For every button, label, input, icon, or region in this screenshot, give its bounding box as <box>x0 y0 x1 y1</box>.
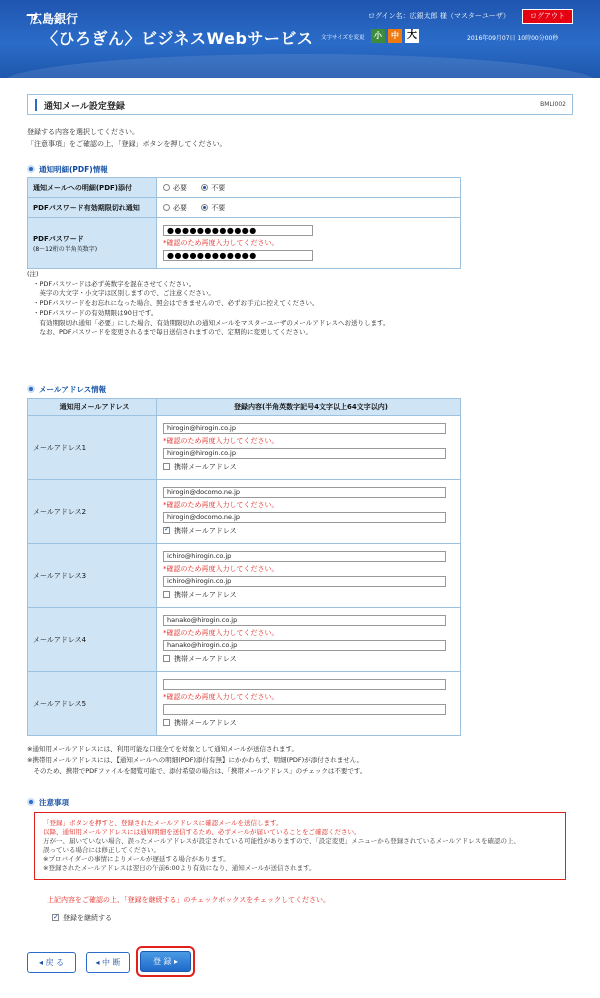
continue-warning: 上記内容をご確認の上、「登録を継続する」のチェックボックスをチェックしてください。 <box>47 896 331 904</box>
mail-col-header-2: 登録内容(半角英数字記号4文字以上64文字以内) <box>157 399 461 416</box>
header-banner <box>0 0 600 78</box>
section-bullet-icon <box>27 165 35 173</box>
mail-confirm-msg: *確認のため再度入力してください。 <box>163 501 279 509</box>
pdf-attach-label: 通知メールへの明細(PDF)添付 <box>28 178 157 198</box>
continue-checkbox[interactable] <box>52 913 112 923</box>
font-size-large-button[interactable]: 大 <box>407 30 417 41</box>
pdf-attach-needed-radio[interactable]: 必要 <box>163 183 187 193</box>
mail-address-input[interactable]: ichiro@hirogin.co.jp <box>163 551 446 562</box>
pdf-notes: (注) ・PDFパスワードは必ず英数字を混在させてください。 英字の大文字・小文字は区別しますので、ご注意ください。 ・PDFパスワードをお忘れになった場合、照会はできませんので、必ずお手元に控えてください。 ・PDFパスワードの有効期限は90日です。 有効期限切れ通知「必要」にした場合、有効期限切れの通知メールをマスターユーザのメールアドレスへお送りします。 なお、PDFパスワードを変更されるまで毎日送信されますので、定期的に変更してください。 <box>27 270 390 337</box>
mail-row <box>28 608 461 672</box>
mail-row-label: メールアドレス4 <box>28 608 157 672</box>
mail-address-confirm-input[interactable]: hirogin@docomo.ne.jp <box>163 512 446 523</box>
mail-section-heading <box>27 384 106 395</box>
mail-row <box>28 672 461 736</box>
mobile-mail-label: 携帯メールアドレス <box>174 463 237 471</box>
mail-address-confirm-input[interactable]: ichiro@hirogin.co.jp <box>163 576 446 587</box>
mail-address-input[interactable]: hanako@hirogin.co.jp <box>163 615 446 626</box>
mobile-mail-label: 携帯メールアドレス <box>174 655 237 663</box>
checkbox-icon <box>163 655 170 662</box>
current-datetime: 2016年09月07日 10時00分00秒 <box>467 35 559 42</box>
cancel-button[interactable]: ◂ 中 断 <box>86 952 130 973</box>
pdf-password-input[interactable]: ●●●●●●●●●●●● <box>163 225 313 236</box>
continue-label: 登録を継続する <box>63 914 112 922</box>
mobile-mail-label: 携帯メールアドレス <box>174 527 237 535</box>
pdf-password-cell <box>157 218 461 269</box>
mobile-mail-checkbox[interactable] <box>163 526 460 536</box>
page-title: 通知メール設定登録 <box>44 102 125 112</box>
mail-section-title: メールアドレス情報 <box>39 385 107 394</box>
register-button[interactable]: 登 録 ▸ <box>140 951 191 972</box>
pdf-attach-options <box>157 178 461 198</box>
pdf-expiry-needed-radio[interactable]: 必要 <box>163 203 187 213</box>
font-size-medium-button[interactable]: 中 <box>388 29 402 43</box>
mail-row-label: メールアドレス3 <box>28 544 157 608</box>
pdf-section-heading <box>27 164 108 175</box>
mail-row <box>28 480 461 544</box>
checkbox-icon <box>163 591 170 598</box>
mail-address-confirm-input[interactable] <box>163 704 446 715</box>
mobile-mail-checkbox[interactable] <box>163 462 460 472</box>
mail-row-inputs <box>157 480 461 544</box>
pdf-settings-table <box>27 177 461 269</box>
intro-text-2: 「注意事項」をご確認の上、「登録」ボタンを押してください。 <box>27 140 227 148</box>
logout-button[interactable]: ログアウト <box>522 9 573 24</box>
pdf-password-label: PDFパスワード (8～12桁の半角英数字) <box>28 218 157 269</box>
font-size-small-button[interactable]: 小 <box>371 29 385 43</box>
screen-code: BMLI002 <box>540 101 566 108</box>
mail-confirm-msg: *確認のため再度入力してください。 <box>163 437 279 445</box>
pdf-attach-unneeded-radio[interactable]: 不要 <box>201 183 225 193</box>
caution-section-title: 注意事項 <box>39 798 69 807</box>
mail-confirm-msg: *確認のため再度入力してください。 <box>163 565 279 573</box>
mail-row <box>28 416 461 480</box>
mail-row-label: メールアドレス2 <box>28 480 157 544</box>
pdf-expiry-notice-options <box>157 198 461 218</box>
mail-row-label: メールアドレス5 <box>28 672 157 736</box>
mail-row-inputs <box>157 608 461 672</box>
pdf-expiry-notice-label: PDFパスワード有効期限切れ通知 <box>28 198 157 218</box>
mobile-mail-checkbox[interactable] <box>163 654 460 664</box>
pdf-password-hint: (8～12桁の半角英数字) <box>33 245 98 253</box>
mail-row-label: メールアドレス1 <box>28 416 157 480</box>
checkbox-icon <box>163 463 170 470</box>
mobile-mail-label: 携帯メールアドレス <box>174 591 237 599</box>
caution-section-heading <box>27 797 69 808</box>
font-size-label: 文字サイズを変更 <box>321 35 365 41</box>
mail-row-inputs <box>157 544 461 608</box>
back-button[interactable]: ◂ 戻 る <box>27 952 76 973</box>
pdf-password-confirm-input[interactable]: ●●●●●●●●●●●● <box>163 250 313 261</box>
mail-address-input[interactable]: hirogin@docomo.ne.jp <box>163 487 446 498</box>
service-name: 〈ひろぎん〉ビジネスWebサービス <box>42 29 314 48</box>
section-bullet-icon <box>27 798 35 806</box>
mail-address-input[interactable]: hirogin@hirogin.co.jp <box>163 423 446 434</box>
mail-address-input[interactable] <box>163 679 446 690</box>
pdf-section-title: 通知明細(PDF)情報 <box>39 165 108 174</box>
mobile-mail-checkbox[interactable] <box>163 718 460 728</box>
pdf-password-confirm-msg: *確認のため再度入力してください。 <box>163 239 279 247</box>
caution-box: 「登録」ボタンを押すと、登録されたメールアドレスに確認メールを送信します。 以降、通知用メールアドレスには通知明細を送信するため、必ずメールが届いていることをご確認ください。 万が一、届いていない場合、誤ったメールアドレスが設定されている可能性がありますので、「設定変更」メニューから登録されているメールアドレスを確認の上、 誤っている場合には修正してください。 ※プロバイダーの事情によりメールが遅延する場合があります。 ※登録されたメールアドレスは翌日の午前6:00より有効になり、通知メールが送信されます。 <box>34 812 566 880</box>
mobile-mail-label: 携帯メールアドレス <box>174 719 237 727</box>
mail-row-inputs <box>157 416 461 480</box>
check-icon <box>52 914 59 921</box>
checkbox-icon <box>163 719 170 726</box>
mail-confirm-msg: *確認のため再度入力してください。 <box>163 693 279 701</box>
mail-address-confirm-input[interactable]: hirogin@hirogin.co.jp <box>163 448 446 459</box>
pdf-expiry-unneeded-radio[interactable]: 不要 <box>201 203 225 213</box>
mail-row-inputs <box>157 672 461 736</box>
mail-row <box>28 544 461 608</box>
mail-notes: ※通知用メールアドレスには、利用可能な口座全てを対象として通知メールが送信されます。 ※携帯用メールアドレスには、【通知メールへの明細(PDF)添付有無】にかかわらず、明細(PDF)が添付されません。 そのため、携帯でPDFファイルを閲覧可能で、添付希望の場合は、「携帯メールアドレス」のチェックは不要です。 <box>27 745 367 775</box>
checkbox-icon <box>163 527 170 534</box>
mobile-mail-checkbox[interactable] <box>163 590 460 600</box>
mail-confirm-msg: *確認のため再度入力してください。 <box>163 629 279 637</box>
login-name: ログイン名：広銀太郎 様（マスターユーザ） <box>368 12 510 20</box>
mail-address-table <box>27 398 461 736</box>
section-bullet-icon <box>27 385 35 393</box>
bank-name: 広島銀行 <box>30 12 79 26</box>
intro-text-1: 登録する内容を選択してください。 <box>27 128 139 136</box>
mail-col-header-1: 通知用メールアドレス <box>28 399 157 416</box>
mail-address-confirm-input[interactable]: hanako@hirogin.co.jp <box>163 640 446 651</box>
page-title-box <box>27 94 573 115</box>
